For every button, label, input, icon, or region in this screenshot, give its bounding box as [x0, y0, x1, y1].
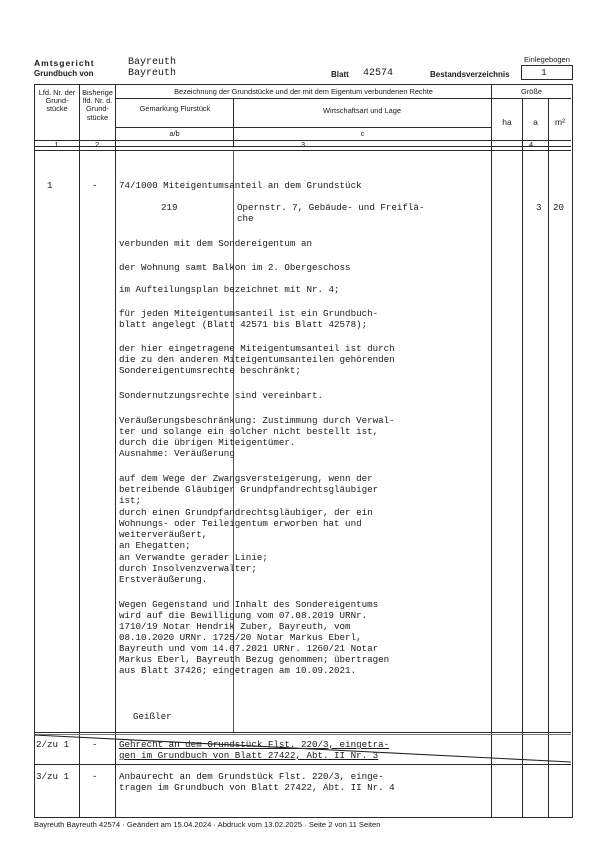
text-p8j: Erstveräußerung.	[119, 574, 208, 585]
insert-box	[521, 65, 573, 80]
entry2-prev: -	[92, 739, 98, 750]
hdr-n4: 4	[528, 140, 534, 149]
text-p5c: Sondereigentumsrechte beschränkt;	[119, 365, 301, 376]
text-p9d: 08.10.2020 URNr. 1725/20 Notar Markus Eberl,	[119, 632, 362, 643]
text-p7a: Veräußerungsbeschränkung: Zustimmung durch Verwal-	[119, 415, 395, 426]
entry1-lage-1: Opernstr. 7, Gebäude- und Freiflä-	[237, 202, 425, 213]
hdr-wirtschaft: Wirtschaftsart und Lage	[322, 106, 402, 115]
text-p8g: an Ehegatten;	[119, 540, 191, 551]
text-p7b: ter und solange ein solcher nicht bestellt ist,	[119, 426, 379, 437]
text-p9c: 1710/19 Notar Hendrik Zuber, Bayreuth, vom	[119, 621, 351, 632]
hdr-line-2	[115, 127, 491, 128]
hdr-n3: 3	[300, 140, 306, 149]
text-p8f: weiterveräußert,	[119, 529, 208, 540]
text-p8b: betreibende Gläubiger Grundpfandrechtsgläubiger	[119, 484, 379, 495]
text-p7d: Ausnahme: Veräußerung	[119, 448, 235, 459]
insert-value: 1	[541, 67, 547, 78]
col-divider-ha	[522, 99, 523, 817]
entry3-nr: 3/zu 1	[36, 771, 70, 782]
text-p4b: blatt angelegt (Blatt 42571 bis Blatt 42578);	[119, 319, 368, 330]
entry1-lage-2: che	[237, 213, 254, 224]
text-p8h: an Verwandte gerader Linie;	[119, 552, 268, 563]
text-p3: im Aufteilungsplan bezeichnet mit Nr. 4;	[119, 284, 340, 295]
register-label: Bestandsverzeichnis	[430, 70, 510, 79]
hdr-gemarkung: Gemarkung Flurstück	[139, 104, 211, 113]
hdr-col2: Bisherige lfd. Nr. d. Grund- stücke	[82, 88, 113, 122]
text-p4a: für jeden Miteigentumsanteil ist ein Grundbuch-	[119, 308, 379, 319]
text-p9b: wird auf die Bewilligung vom 07.08.2019 URNr.	[119, 610, 368, 621]
entry2-line2: gen im Grundbuch von Blatt 27422, Abt. II Nr. 3	[119, 750, 379, 761]
hdr-size-title: Größe	[521, 87, 542, 96]
entry2-strike-mark	[34, 732, 571, 765]
book-value: Bayreuth	[128, 68, 177, 79]
text-p8e: Wohnungs- oder Teileigentum erworben hat und	[119, 518, 362, 529]
hdr-n1: 1	[54, 140, 59, 149]
hdr-ab: a/b	[169, 129, 180, 138]
court-label: Amtsgericht	[34, 58, 95, 68]
text-p9f: Markus Eberl, Bayreuth Bezug genommen; übertragen	[119, 654, 390, 665]
text-p6: Sondernutzungsrechte sind vereinbart.	[119, 390, 323, 401]
col-divider-2	[115, 84, 116, 817]
entry1-line1: 74/1000 Miteigentumsanteil an dem Grundstück	[119, 180, 362, 191]
text-p5b: die zu den anderen Miteigentumsanteilen gehörenden	[119, 354, 395, 365]
col-divider-1	[79, 84, 80, 817]
book-label: Grundbuch von	[34, 69, 94, 78]
text-p7c: durch die übrigen Miteigentümer.	[119, 437, 296, 448]
entry1-size-a: 3	[536, 202, 542, 213]
hdr-n2: 2	[94, 140, 100, 149]
text-p9e: Bayreuth und vom 14.07.2021 URNr. 1260/21 Notar	[119, 643, 379, 654]
entry1-nr: 1	[47, 180, 53, 191]
entry3-line2: tragen im Grundbuch von Blatt 27422, Abt. II Nr. 4	[119, 782, 395, 793]
entry2-line1: Gehrecht an dem Grundstück Flst. 220/3, eingetra-	[119, 739, 390, 750]
col-divider-a	[548, 99, 549, 817]
hdr-desc-title: Bezeichnung der Grundstücke und der mit dem Eigentum verbundenen Rechte	[174, 87, 433, 96]
signature: Geißler	[133, 711, 172, 722]
entry1-size-m2: 20	[553, 202, 565, 213]
entry3-prev: -	[92, 771, 98, 782]
text-p9g: aus Blatt 37426; eingetragen am 10.09.2021.	[119, 665, 357, 676]
text-p8i: durch Insolvenzverwalter;	[119, 563, 257, 574]
text-p9a: Wegen Gegenstand und Inhalt des Sondereigentums	[119, 599, 379, 610]
text-p8c: ist;	[119, 495, 142, 506]
col-divider-3	[491, 84, 492, 817]
entry2-nr: 2/zu 1	[36, 739, 70, 750]
text-p8d: durch einen Grundpfandrechtsgläubiger, der ein	[119, 507, 373, 518]
hdr-line-1	[115, 98, 571, 99]
sheet-label: Blatt	[331, 70, 349, 79]
text-p1: verbunden mit dem Sondereigentum an	[119, 238, 312, 249]
sheet-value: 42574	[363, 68, 394, 79]
hdr-col1: Lfd. Nr. der Grund- stücke	[38, 88, 76, 114]
text-p8a: auf dem Wege der Zwangsversteigerung, wenn der	[119, 473, 373, 484]
hdr-c: c	[360, 129, 365, 138]
entry3-line1: Anbaurecht an dem Grundstück Flst. 220/3, einge-	[119, 771, 384, 782]
insert-label: Einlegebogen	[524, 55, 570, 64]
text-p2: der Wohnung samt Balkon im 2. Obergeschoss	[119, 262, 351, 273]
hdr-a: a	[533, 117, 538, 127]
entry1-flurstueck: 219	[161, 202, 178, 213]
entry1-prev: -	[92, 180, 98, 191]
court-value: Bayreuth	[128, 57, 177, 68]
page-footer: Bayreuth Bayreuth 42574 · Geändert am 15.04.2024 · Abdruck vom 13.02.2025 · Seite 2 von 11 Seiten	[34, 820, 381, 829]
hdr-m2: m²	[555, 117, 565, 127]
hdr-line-5	[34, 150, 571, 151]
hdr-ha: ha	[502, 117, 512, 127]
text-p5a: der hier eingetragene Miteigentumsanteil ist durch	[119, 343, 395, 354]
